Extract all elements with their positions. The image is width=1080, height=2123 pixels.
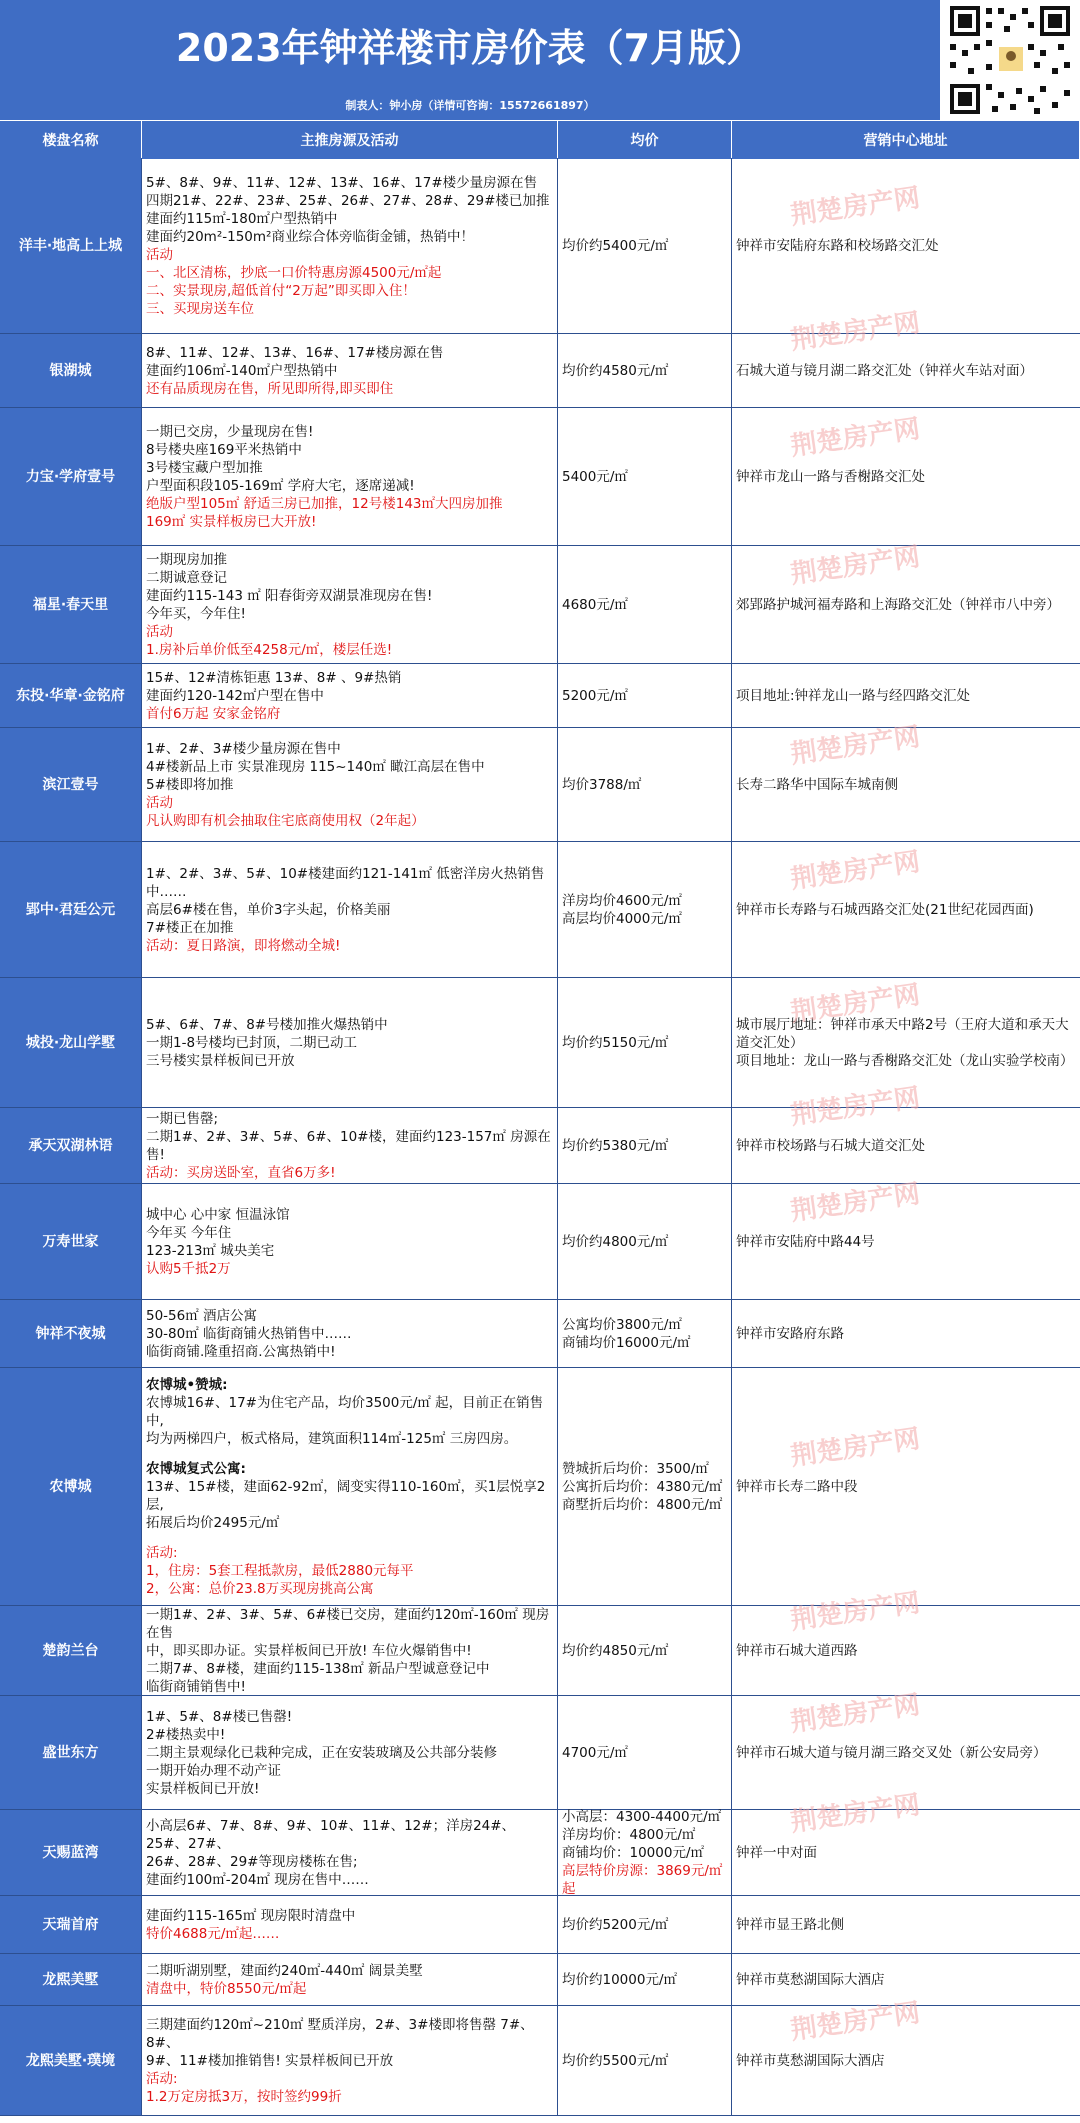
cell-line: 5#楼即将加推: [146, 776, 234, 793]
cell-line: 均价约5400元/㎡: [562, 237, 669, 254]
cell-line: 活动：买房送卧室，直省6万多!: [146, 1164, 336, 1181]
cell-line: 钟祥市莫愁湖国际大酒店: [736, 1971, 885, 1988]
cell-line: 二期主景观绿化已栽种完成，正在安装玻璃及公共部分装修: [146, 1744, 497, 1761]
property-name: [0, 1368, 142, 1605]
property-address: [732, 1954, 1080, 2005]
property-name: [0, 1606, 142, 1695]
table-row: [0, 1184, 1080, 1300]
property-price: [558, 546, 732, 663]
cell-line: 石城大道与镜月湖二路交汇处（钟祥火车站对面）: [736, 362, 1033, 379]
property-details: [142, 2006, 558, 2115]
maker-info: 制表人：钟小房（详情可咨询：15572661897）: [345, 99, 595, 112]
property-address: [732, 664, 1080, 727]
cell-line: 今年买，今年住!: [146, 605, 246, 622]
cell-line: 15#、12#清栋钜惠 13#、8# 、9#热销: [146, 669, 402, 686]
property-name: [0, 1896, 142, 1953]
cell-line: 123-213㎡ 城央美宅: [146, 1242, 275, 1259]
property-name: [0, 842, 142, 977]
table-row: [0, 1810, 1080, 1896]
watermark: 荆楚房产网: [788, 1179, 922, 1227]
cell-line: 认购5千抵2万: [146, 1260, 231, 1277]
cell-line: 项目地址:钟祥龙山一路与经四路交汇处: [736, 687, 971, 704]
cell-line: 一、北区清栋，抄底一口价特惠房源4500元/㎡起: [146, 264, 442, 281]
cell-line: 一期开始办理不动产证: [146, 1762, 281, 1779]
property-name-text: 力宝·学府壹号: [25, 468, 116, 485]
property-address: [732, 334, 1080, 407]
cell-line: 中，即买即办证。实景样板间已开放! 车位火爆销售中!: [146, 1642, 472, 1659]
cell-line: 建面约115-165㎡ 现房限时清盘中: [146, 1907, 356, 1924]
table-row: [0, 546, 1080, 664]
cell-line: 农博城16#、17#为住宅产品，均价3500元/㎡ 起，目前正在销售中,: [146, 1394, 544, 1429]
table-row: [0, 158, 1080, 334]
property-details: [142, 1954, 558, 2005]
property-name: [0, 1954, 142, 2005]
property-details: [142, 1368, 558, 1605]
watermark: 荆楚房产网: [788, 542, 922, 590]
cell-line: 1，住房：5套工程抵款房，最低2880元每平: [146, 1562, 414, 1579]
property-name: [0, 1810, 142, 1895]
cell-line: 5400元/㎡: [562, 468, 628, 485]
cell-line: 商墅折后均价：4800元/㎡: [562, 1496, 723, 1513]
property-name-text: 万寿世家: [42, 1233, 99, 1250]
property-name: [0, 1696, 142, 1809]
price-table: [0, 158, 1080, 2116]
cell-line: 活动：夏日路演，即将燃动全城!: [146, 937, 341, 954]
cell-line: 赞城折后均价：3500/㎡: [562, 1460, 709, 1477]
cell-line: 农博城•赞城:: [146, 1376, 228, 1393]
cell-line: 建面约20m²-150m²商业综合体旁临街金铺，热销中！: [146, 228, 474, 245]
table-row: [0, 1108, 1080, 1184]
cell-line: 户型面积段105-169㎡ 学府大宅，逐席递减!: [146, 477, 415, 494]
property-details: [142, 158, 558, 333]
property-name: [0, 158, 142, 333]
cell-line: 5#、8#、9#、11#、12#、13#、16#、17#楼少量房源在售: [146, 174, 538, 191]
cell-line: 钟祥市显王路北侧: [736, 1916, 844, 1933]
cell-line: 1#、2#、3#、5#、10#楼建面约121-141㎡ 低密洋房火热销售中……: [146, 865, 545, 900]
property-name-text: 郢中·君廷公元: [25, 901, 116, 918]
watermark: 荆楚房产网: [788, 183, 922, 231]
cell-line: 城中心 心中家 恒温泳馆: [146, 1206, 290, 1223]
cell-line: 均价约5150元/㎡: [562, 1034, 669, 1051]
cell-line: 4700元/㎡: [562, 1744, 628, 1761]
cell-line: 均价约5500元/㎡: [562, 2052, 669, 2069]
property-name-text: 龙熙美墅: [42, 1971, 99, 1988]
property-details: [142, 1896, 558, 1953]
cell-line: 建面约115㎡-180㎡户型热销中: [146, 210, 338, 227]
cell-line: 钟祥市安陆府中路44号: [736, 1233, 875, 1250]
property-price: [558, 1300, 732, 1367]
cell-line: 农博城复式公寓:: [146, 1460, 246, 1477]
property-name-text: 龙熙美墅·璞境: [25, 2052, 116, 2069]
property-name: [0, 664, 142, 727]
cell-line: 5200元/㎡: [562, 687, 628, 704]
column-headers: [0, 120, 1080, 160]
property-price: [558, 1696, 732, 1809]
property-name-text: 滨江壹号: [42, 776, 99, 793]
cell-line: 2，公寓：总价23.8万买现房挑高公寓: [146, 1580, 374, 1597]
property-address: [732, 2006, 1080, 2115]
cell-line: 钟祥市长寿二路中段: [736, 1478, 858, 1495]
table-row: [0, 842, 1080, 978]
cell-line: 小高层6#、7#、8#、9#、10#、11#、12#；洋房24#、25#、27#、: [146, 1817, 516, 1852]
property-name-text: 楚韵兰台: [42, 1642, 99, 1659]
cell-line: 一期现房加推: [146, 551, 227, 568]
property-name-text: 天赐蓝湾: [42, 1844, 99, 1861]
property-name: [0, 1184, 142, 1299]
cell-line: 三期建面约120㎡~210㎡ 墅质洋房，2#、3#楼即将售罄 7#、8#、: [146, 2016, 534, 2051]
cell-line: 商铺均价16000元/㎡: [562, 1334, 691, 1351]
cell-line: 均价约5200元/㎡: [562, 1916, 669, 1933]
table-row: [0, 1300, 1080, 1368]
property-address: [732, 1896, 1080, 1953]
property-address: [732, 1300, 1080, 1367]
column-header-name: 楼盘名称: [0, 121, 142, 159]
property-name-text: 盛世东方: [42, 1744, 99, 1761]
property-address: [732, 1696, 1080, 1809]
cell-line: 钟祥市校场路与石城大道交汇处: [736, 1137, 925, 1154]
watermark: 荆楚房产网: [788, 414, 922, 462]
property-name-text: 东投·华章·金铭府: [16, 687, 125, 704]
property-details: [142, 546, 558, 663]
cell-line: 均价约4850元/㎡: [562, 1642, 669, 1659]
property-price: [558, 1954, 732, 2005]
cell-line: 建面约100㎡-204㎡ 现房在售中……: [146, 1871, 369, 1888]
property-name-text: 天瑞首府: [42, 1916, 99, 1933]
watermark: 荆楚房产网: [788, 308, 922, 356]
property-price: [558, 2006, 732, 2115]
cell-line: 3号楼宝藏户型加推: [146, 459, 263, 476]
table-row: [0, 664, 1080, 728]
cell-line: 特价4688元/㎡起……: [146, 1925, 280, 1942]
property-price: [558, 334, 732, 407]
property-name-text: 福星·春天里: [32, 596, 109, 613]
cell-line: 4680元/㎡: [562, 596, 628, 613]
property-details: [142, 1810, 558, 1895]
cell-line: 凡认购即有机会抽取住宅底商使用权（2年起）: [146, 812, 425, 829]
property-name-text: 银湖城: [49, 362, 92, 379]
property-name-text: 承天双湖林语: [28, 1137, 113, 1154]
cell-line: 钟祥市石城大道与镜月湖三路交叉处（新公安局旁）: [736, 1744, 1047, 1761]
cell-line: 169㎡ 实景样板房已大开放!: [146, 513, 317, 530]
property-name: [0, 2006, 142, 2115]
property-address: [732, 1368, 1080, 1605]
property-name-text: 洋丰·地高上上城: [18, 237, 123, 254]
property-price: [558, 664, 732, 727]
property-address: [732, 158, 1080, 333]
cell-line: 小高层：4300-4400元/㎡: [562, 1808, 722, 1825]
property-address: [732, 728, 1080, 841]
property-name: [0, 408, 142, 545]
cell-line: 一期已交房，少量现房在售!: [146, 423, 314, 440]
cell-line: 清盘中，特价8550元/㎡起: [146, 1980, 307, 1997]
property-name-text: 农博城: [49, 1478, 92, 1495]
column-header-price: 均价: [558, 121, 732, 159]
property-name: [0, 1108, 142, 1183]
cell-line: 活动: [146, 794, 173, 811]
cell-line: 钟祥市龙山一路与香榭路交汇处: [736, 468, 925, 485]
qr-code: [940, 0, 1080, 120]
cell-line: 洋房均价4600元/㎡: [562, 892, 682, 909]
cell-line: 钟祥市石城大道西路: [736, 1642, 858, 1659]
watermark: 荆楚房产网: [788, 847, 922, 895]
cell-line: 活动:: [146, 2070, 178, 2087]
property-details: [142, 842, 558, 977]
cell-line: 二期1#、2#、3#、5#、6#、10#楼，建面约123-157㎡ 房源在售!: [146, 1128, 551, 1163]
cell-line: 8号楼央座169平米热销中: [146, 441, 302, 458]
page-title: 2023年钟祥楼市房价表（7月版）: [175, 25, 765, 70]
cell-line: 5#、6#、7#、8#号楼加推火爆热销中: [146, 1016, 388, 1033]
property-address: [732, 842, 1080, 977]
cell-line: 活动:: [146, 1544, 178, 1561]
watermark: 荆楚房产网: [788, 1790, 922, 1838]
property-name: [0, 1300, 142, 1367]
table-row: [0, 1896, 1080, 1954]
watermark: 荆楚房产网: [788, 722, 922, 770]
property-address: [732, 978, 1080, 1107]
property-details: [142, 1108, 558, 1183]
cell-line: 均价约5380元/㎡: [562, 1137, 669, 1154]
watermark: 荆楚房产网: [788, 1690, 922, 1738]
property-name: [0, 978, 142, 1107]
table-row: [0, 1368, 1080, 1606]
property-address: [732, 1108, 1080, 1183]
property-price: [558, 1184, 732, 1299]
cell-line: 钟祥一中对面: [736, 1844, 817, 1861]
cell-line: 二期诚意登记: [146, 569, 227, 586]
spacer: [146, 1532, 553, 1544]
cell-line: 均价约4580元/㎡: [562, 362, 669, 379]
property-address: [732, 1810, 1080, 1895]
property-price: [558, 1896, 732, 1953]
cell-line: 30-80㎡ 临街商铺火热销售中……: [146, 1325, 352, 1342]
cell-line: 建面约120-142㎡户型在售中: [146, 687, 324, 704]
cell-line: 均价约10000元/㎡: [562, 1971, 677, 1988]
property-address: [732, 546, 1080, 663]
watermark: 荆楚房产网: [788, 980, 922, 1028]
property-name-text: 钟祥不夜城: [35, 1325, 106, 1342]
cell-line: 临街商铺.隆重招商.公寓热销中!: [146, 1343, 336, 1360]
cell-line: 9#、11#楼加推销售! 实景样板间已开放: [146, 2052, 394, 2069]
cell-line: 钟祥市安陆府东路和校场路交汇处: [736, 237, 939, 254]
table-row: [0, 728, 1080, 842]
cell-line: 绝版户型105㎡ 舒适三房已加推，12号楼143㎡大四房加推: [146, 495, 503, 512]
table-row: [0, 1954, 1080, 2006]
cell-line: 4#楼新品上市 实景准现房 115~140㎡ 瞰江高层在售中: [146, 758, 485, 775]
property-name: [0, 334, 142, 407]
cell-line: 8#、11#、12#、13#、16#、17#楼房源在售: [146, 344, 444, 361]
property-name: [0, 546, 142, 663]
cell-line: 钟祥市安路府东路: [736, 1325, 844, 1342]
cell-line: 1.2万定房抵3万，按时签约99折: [146, 2088, 342, 2105]
cell-line: 公寓均价3800元/㎡: [562, 1316, 682, 1333]
property-price: [558, 1810, 732, 1895]
cell-line: 城市展厅地址：钟祥市承天中路2号（王府大道和承天大道交汇处）: [736, 1016, 1069, 1051]
property-details: [142, 1606, 558, 1695]
watermark: 荆楚房产网: [788, 1588, 922, 1636]
cell-line: 钟祥市长寿路与石城西路交汇处(21世纪花园西面): [736, 901, 1034, 918]
cell-line: 拓展后均价2495元/㎡: [146, 1514, 280, 1531]
table-row: [0, 978, 1080, 1108]
cell-line: 1#、5#、8#楼已售罄!: [146, 1708, 293, 1725]
cell-line: 1#、2#、3#楼少量房源在售中: [146, 740, 341, 757]
cell-line: 高层均价4000元/㎡: [562, 910, 682, 927]
cell-line: 建面约106㎡-140㎡户型热销中: [146, 362, 338, 379]
cell-line: 一期1#、2#、3#、5#、6#楼已交房，建面约120㎡-160㎡ 现房在售: [146, 1606, 550, 1641]
cell-line: 活动: [146, 246, 173, 263]
property-price: [558, 1606, 732, 1695]
property-price: [558, 978, 732, 1107]
property-details: [142, 334, 558, 407]
property-price: [558, 1108, 732, 1183]
cell-line: 活动: [146, 623, 173, 640]
table-row: [0, 408, 1080, 546]
cell-line: 还有品质现房在售，所见即所得,即买即住: [146, 380, 394, 397]
table-row: [0, 1606, 1080, 1696]
property-details: [142, 1696, 558, 1809]
cell-line: 长寿二路华中国际车城南侧: [736, 776, 898, 793]
qr-code-icon: [940, 0, 1080, 120]
cell-line: 一期已售罄;: [146, 1110, 219, 1127]
cell-line: 郊郢路护城河福寿路和上海路交汇处（钟祥市八中旁）: [736, 596, 1060, 613]
cell-line: 四期21#、22#、23#、25#、26#、27#、28#、29#楼已加推: [146, 192, 550, 209]
cell-line: 二期7#、8#楼，建面约115-138㎡ 新品户型诚意登记中: [146, 1660, 490, 1677]
cell-line: 高层6#楼在售，单价3字头起，价格美丽: [146, 901, 391, 918]
cell-line: 26#、28#、29#等现房楼栋在售;: [146, 1853, 358, 1870]
table-row: [0, 334, 1080, 408]
column-header-address: 营销中心地址: [732, 121, 1080, 159]
cell-line: 50-56㎡ 酒店公寓: [146, 1307, 258, 1324]
watermark: 荆楚房产网: [788, 1998, 922, 2046]
table-row: [0, 2006, 1080, 2116]
header-banner: [0, 0, 1080, 158]
cell-line: 均为两梯四户，板式格局，建筑面积114㎡-125㎡ 三房四房。: [146, 1430, 518, 1447]
watermark: 荆楚房产网: [788, 1083, 922, 1131]
property-details: [142, 728, 558, 841]
cell-line: 二、实景现房,超低首付“2万起”即买即入住！: [146, 282, 416, 299]
cell-line: 高层特价房源：3869元/㎡起: [562, 1862, 723, 1897]
cell-line: 2#楼热卖中!: [146, 1726, 226, 1743]
cell-line: 商铺均价：10000元/㎡: [562, 1844, 704, 1861]
cell-line: 首付6万起 安家金铭府: [146, 705, 281, 722]
cell-line: 一期1-8号楼均已封顶，二期已动工: [146, 1034, 358, 1051]
watermark: 荆楚房产网: [788, 1424, 922, 1472]
cell-line: 实景样板间已开放!: [146, 1780, 260, 1797]
property-price: [558, 1368, 732, 1605]
property-details: [142, 664, 558, 727]
cell-line: 三、买现房送车位: [146, 300, 254, 317]
property-address: [732, 1606, 1080, 1695]
cell-line: 1.房补后单价低至4258元/㎡，楼层任选!: [146, 641, 393, 658]
table-row: [0, 1696, 1080, 1810]
property-name: [0, 728, 142, 841]
property-price: [558, 408, 732, 545]
property-details: [142, 978, 558, 1107]
property-details: [142, 408, 558, 545]
property-address: [732, 1184, 1080, 1299]
cell-line: 项目地址：龙山一路与香榭路交汇处（龙山实验学校南）: [736, 1052, 1074, 1069]
cell-line: 均价约4800元/㎡: [562, 1233, 669, 1250]
cell-line: 三号楼实景样板间已开放: [146, 1052, 295, 1069]
spacer: [146, 1448, 553, 1460]
cell-line: 临街商铺销售中!: [146, 1678, 246, 1695]
property-price: [558, 728, 732, 841]
cell-line: 建面约115-143 ㎡ 阳春街旁双湖景准现房在售!: [146, 587, 433, 604]
cell-line: 均价3788/㎡: [562, 776, 642, 793]
cell-line: 7#楼正在加推: [146, 919, 234, 936]
cell-line: 13#、15#楼，建面62-92㎡，阔变实得110-160㎡，买1层悦享2层,: [146, 1478, 546, 1513]
cell-line: 二期听湖别墅，建面约240㎡-440㎡ 阔景美墅: [146, 1962, 423, 1979]
property-name-text: 城投·龙山学墅: [25, 1034, 116, 1051]
property-address: [732, 408, 1080, 545]
property-details: [142, 1300, 558, 1367]
cell-line: 今年买 今年住: [146, 1224, 232, 1241]
property-details: [142, 1184, 558, 1299]
column-header-details: 主推房源及活动: [142, 121, 558, 159]
property-price: [558, 158, 732, 333]
property-price: [558, 842, 732, 977]
cell-line: 洋房均价：4800元/㎡: [562, 1826, 696, 1843]
cell-line: 公寓折后均价：4380元/㎡: [562, 1478, 723, 1495]
cell-line: 钟祥市莫愁湖国际大酒店: [736, 2052, 885, 2069]
